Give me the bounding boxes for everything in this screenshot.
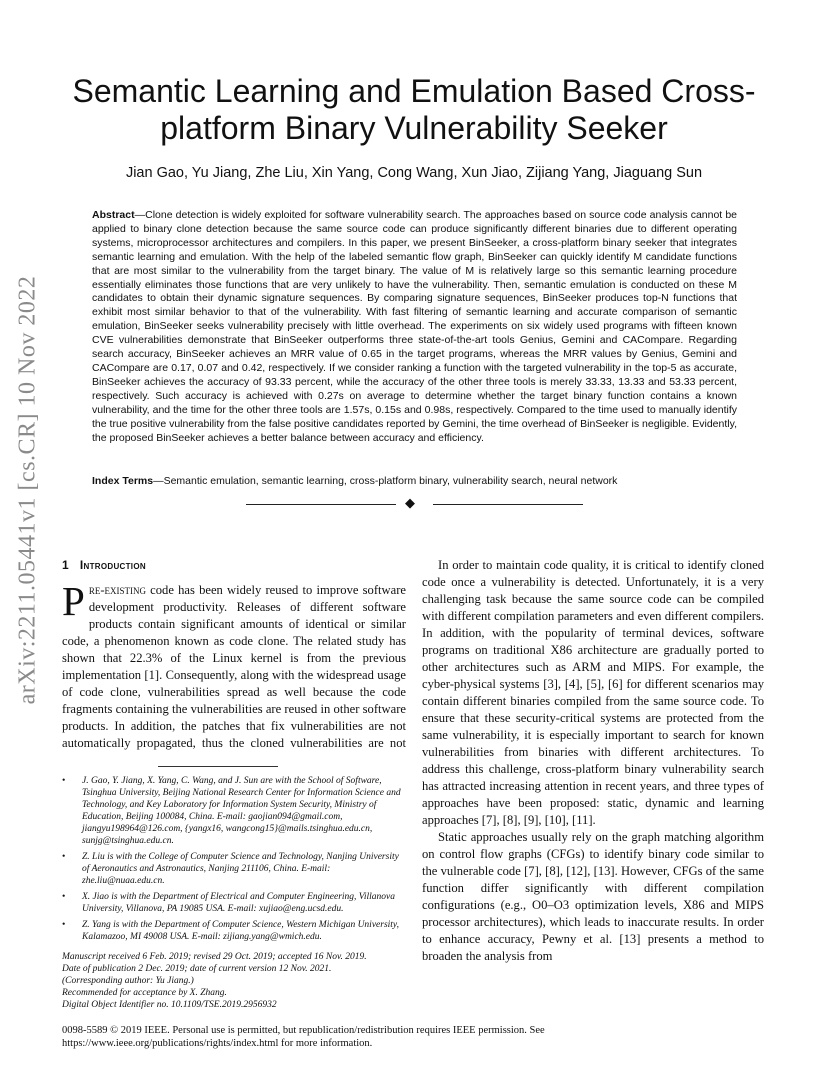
footnote-rule bbox=[158, 766, 278, 767]
section-divider bbox=[246, 496, 583, 511]
section-title: Introduction bbox=[79, 558, 146, 572]
manuscript-line: (Corresponding author: Yu Jiang.) bbox=[62, 976, 194, 986]
author-list: Jian Gao, Yu Jiang, Zhe Liu, Xin Yang, Cong Wang, Xun Jiao, Zijiang Yang, Jiaguang Sun bbox=[125, 165, 703, 181]
footnote-item: • J. Gao, Y. Jiang, X. Yang, C. Wang, and J. Sun are with the School of Software, Tsinghua University, Beijing National Research Center for Information Science and Technology, and Key Laboratory for Information System Security, Ministry of Education, Beijing 100084, China. E-mail: gaojian094@gmail.com, jiangyu198964@126.com, {yangx16, wangcong15}@mails.tsinghua.edu.cn, sunjg@tsinghua.edu.cn. bbox=[62, 775, 406, 847]
manuscript-line: Date of publication 2 Dec. 2019; date of current version 12 Nov. 2021. bbox=[62, 964, 332, 974]
manuscript-line: Manuscript received 6 Feb. 2019; revised 29 Oct. 2019; accepted 16 Nov. 2019. bbox=[62, 952, 367, 962]
copyright-link[interactable]: https://www.ieee.org/publications/rights/index.html for more information. bbox=[62, 1038, 373, 1049]
drop-cap: P bbox=[62, 582, 85, 624]
left-column bbox=[62, 557, 406, 1011]
index-terms bbox=[92, 475, 737, 489]
abstract bbox=[92, 209, 737, 445]
footnote-item: • Z. Yang is with the Department of Computer Science, Western Michigan University, Kalamazoo, MI 49008 USA. E-mail: zijiang.yang@wmich.edu. bbox=[62, 919, 406, 943]
abstract-label: Abstract bbox=[92, 209, 135, 221]
intro-paragraph-2: In order to maintain code quality, it is critical to identify cloned code once a vulnerability is detected. Unfortunately, it is a very challenging task because the same source code can be compiled with different compilation parameters and even different compilers. In addition, with the popularity of terminal devices, software programs on traditional X86 architecture are gradually ported to other architectures such as ARM and MIPS. For example, the cyber-physical systems [3], [4], [5], [6] for different scenarios may contain different binaries compiled from the same source code. To ensure that these security-critical systems are protected from the same vulnerability, it is especially important to search for known vulnerabilities from binaries with different architectures. To address this challenge, cross-platform binary vulnerability search has attracted increasing attention in recent years, and three types of approaches have been proposed: static, dynamic and learning approaches [7], [8], [9], [10], [11]. bbox=[422, 558, 764, 827]
footnote-item: • X. Jiao is with the Department of Electrical and Computer Engineering, Villanova University, Villanova, PA 19085 USA. E-mail: xujiao@eng.ucsd.edu. bbox=[62, 891, 406, 915]
index-terms-text: —Semantic emulation, semantic learning, cross-platform binary, vulnerability search, neural network bbox=[153, 475, 618, 487]
index-terms-label: Index Terms bbox=[92, 475, 154, 487]
affiliation-footnotes bbox=[62, 775, 406, 943]
section-heading bbox=[62, 557, 406, 574]
manuscript-line: Recommended for acceptance by X. Zhang. bbox=[62, 988, 227, 998]
intro-paragraph-3: Static approaches usually rely on the graph matching algorithm on control flow graphs (CFGs) to identify binary code similar to the vulnerable code [7], [8], [12], [13]. However, CFGs of the same function differ significantly with different compilation configurations (e.g., O0–O3 optimization levels, X86 and MIPS processor architectures), which leads to inaccurate results. In order to enhance accuracy, Pewny et al. [13] presents a method to broaden the analysis from bbox=[422, 830, 764, 963]
manuscript-info bbox=[62, 951, 406, 1011]
right-column bbox=[422, 557, 764, 965]
abstract-text: —Clone detection is widely exploited for software vulnerability search. The approaches based on source code analysis cannot be applied to binary clone detection because the same source code can produce significantly different binaries due to different operating systems, microprocessor architectures and compilers. In this paper, we present BinSeeker, a cross-platform binary seeker that integrates semantic learning and emulation. With the help of the labeled semantic flow graph, BinSeeker can quickly identify M candidate functions that are most similar to the vulnerability from the target binary. The value of M is relatively large so this semantic learning procedure essentially eliminates those functions that are very unlikely to have the vulnerability. Then, semantic emulation is conducted on these M candidates to obtain their dynamic signature sequences. By comparing signature sequences, BinSeeker produces top-N functions that exhibit most similar behavior to that of the vulnerability. With fast filtering of semantic learning and accurate comparison of semantic emulation, BinSeeker seeks vulnerability precisely with little overhead. The experiments on six widely used programs with fifteen known CVE vulnerabilities demonstrate that BinSeeker outperforms three state-of-the-art tools Genius, Gemini and CACompare. Regarding search accuracy, BinSeeker achieves an MRR value of 0.65 in the target programs, whereas the MRR values by Genius, Gemini and CACompare are 0.17, 0.07 and 0.42, respectively. If we consider ranking a function with the targeted vulnerability in the top-5 as accurate, BinSeeker achieves the accuracy of 93.33 percent, while the accuracy of the other three tools is merely 33.33, 13.33 and 53.33 percent, respectively. Such accuracy is achieved with 0.27s on average to determine whether the target binary function contains a known vulnerability, and the time for the other three tools are 1.57s, 0.15s and 0.98s, respectively. Compared to the time used to manually identify the true positive vulnerability from the false positive candidates reported by Gemini, the time overhead of BinSeeker is negligible. Evidently, the proposed BinSeeker achieves a better balance between accuracy and efficiency. bbox=[92, 209, 737, 444]
copyright-notice bbox=[62, 1024, 682, 1050]
intro-paragraph-1 bbox=[62, 582, 406, 752]
arxiv-sidebar-stamp bbox=[14, 275, 42, 705]
manuscript-line: Digital Object Identifier no. 10.1109/TSE.2019.2956932 bbox=[62, 1000, 277, 1010]
footnote-item: • Z. Liu is with the College of Computer Science and Technology, Nanjing University of Aeronautics and Astronautics, Nanjing 211106, China. E-mail: zhe.liu@nuaa.edu.cn. bbox=[62, 851, 406, 887]
intro-smallcaps: re-existing bbox=[88, 583, 146, 597]
divider-line-left bbox=[246, 504, 396, 505]
section-number: 1 bbox=[62, 558, 69, 572]
arxiv-id: arXiv:2211.05441v1 [cs.CR] 10 Nov 2022 bbox=[14, 275, 41, 705]
intro-p1-text: code has been widely reused to improve software development productivity. Releases of different software products contain significant amounts of identical or similar code, a phenomenon known as code clone. The related study has shown that 22.3% of the Linux kernel is from the previous implementation [1]. Consequently, along with the widespread usage of code clone, vulnerabilities spread as well because the code fragments containing the vulnerabilities are reused in other software products. In addition, the patches that fix vulnerabilities are not automatically propagated, thus the cloned vulnerabilities are not bbox=[62, 583, 406, 750]
copyright-line-1: 0098-5589 © 2019 IEEE. Personal use is permitted, but republication/redistribution requires IEEE permission. See bbox=[62, 1025, 545, 1036]
divider-line-right bbox=[433, 504, 583, 505]
paper-title: Semantic Learning and Emulation Based Cross-platform Binary Vulnerability Seeker bbox=[72, 73, 756, 146]
diamond-icon: ◆ bbox=[405, 496, 415, 511]
